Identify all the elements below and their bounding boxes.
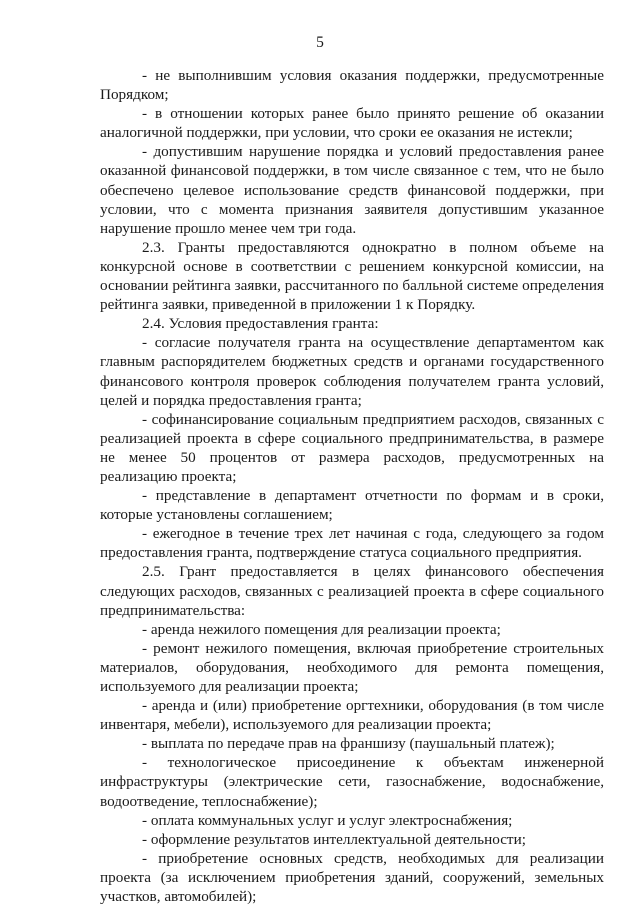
- paragraph: - технологическое присоединение к объектам инженерной инфраструктуры (электрические сети, газоснабжение, водоснабжение, водоотведение, теплоснабжение);: [100, 754, 604, 810]
- paragraph: - не выполнившим условия оказания поддержки, предусмотренные Порядком;: [100, 67, 604, 104]
- paragraph: - в отношении которых ранее было принято решение об оказании аналогичной поддержки, при условии, что сроки ее оказания не истекли;: [100, 105, 604, 142]
- document-body: [100, 66, 604, 906]
- paragraph: - представление в департамент отчетности по формам и в сроки, которые установлены соглашением;: [100, 487, 604, 524]
- paragraph: 2.4. Условия предоставления гранта:: [142, 315, 379, 333]
- paragraph: - ежегодное в течение трех лет начиная с года, следующего за годом предоставления гранта, подтверждение статуса социального предприятия.: [100, 525, 604, 562]
- paragraph: - допустившим нарушение порядка и условий предоставления ранее оказанной финансовой поддержки, в том числе связанное с тем, что не было обеспечено целевое использование средств финансовой поддержки, при условии, что с момента признания заявителя допустившим указанное нарушение прошло менее чем три года.: [100, 143, 604, 237]
- paragraph: - выплата по передаче прав на франшизу (паушальный платеж);: [142, 735, 555, 753]
- paragraph: - приобретение основных средств, необходимых для реализации проекта (за исключением приобретения зданий, сооружений, земельных участков, автомобилей);: [100, 849, 604, 906]
- paragraph: - аренда и (или) приобретение оргтехники, оборудования (в том числе инвентаря, мебели), используемого для реализации проекта;: [100, 697, 604, 734]
- paragraph: 2.3. Гранты предоставляются однократно в полном объеме на конкурсной основе в соответствии с решением конкурсной комиссии, на основании рейтинга заявки, рассчитанного по балльной системе определения рейтинга заявки, приведенной в приложении 1 к Порядку.: [100, 238, 604, 314]
- paragraph: - аренда нежилого помещения для реализации проекта;: [142, 620, 501, 638]
- paragraph: 2.5. Грант предоставляется в целях финансового обеспечения следующих расходов, связанных с реализацией проекта в сфере социального предпринимательства:: [100, 563, 604, 619]
- page-number: 5: [316, 34, 324, 51]
- paragraph: - ремонт нежилого помещения, включая приобретение строительных материалов, оборудования, необходимого для ремонта помещения, используемого для реализации проекта;: [100, 639, 604, 695]
- paragraph: - софинансирование социальным предприятием расходов, связанных с реализацией проекта в сфере социального предпринимательства, в размере не менее 50 процентов от размера расходов, предусмотренных на реализацию проекта;: [100, 410, 604, 485]
- paragraph: - согласие получателя гранта на осуществление департаментом как главным распорядителем бюджетных средств и органами государственного финансового контроля проверок соблюдения получателем гранта условий, целей и порядка предоставления гранта;: [100, 334, 604, 409]
- paragraph: - оформление результатов интеллектуальной деятельности;: [142, 830, 526, 848]
- paragraph: - оплата коммунальных услуг и услуг электроснабжения;: [142, 811, 513, 829]
